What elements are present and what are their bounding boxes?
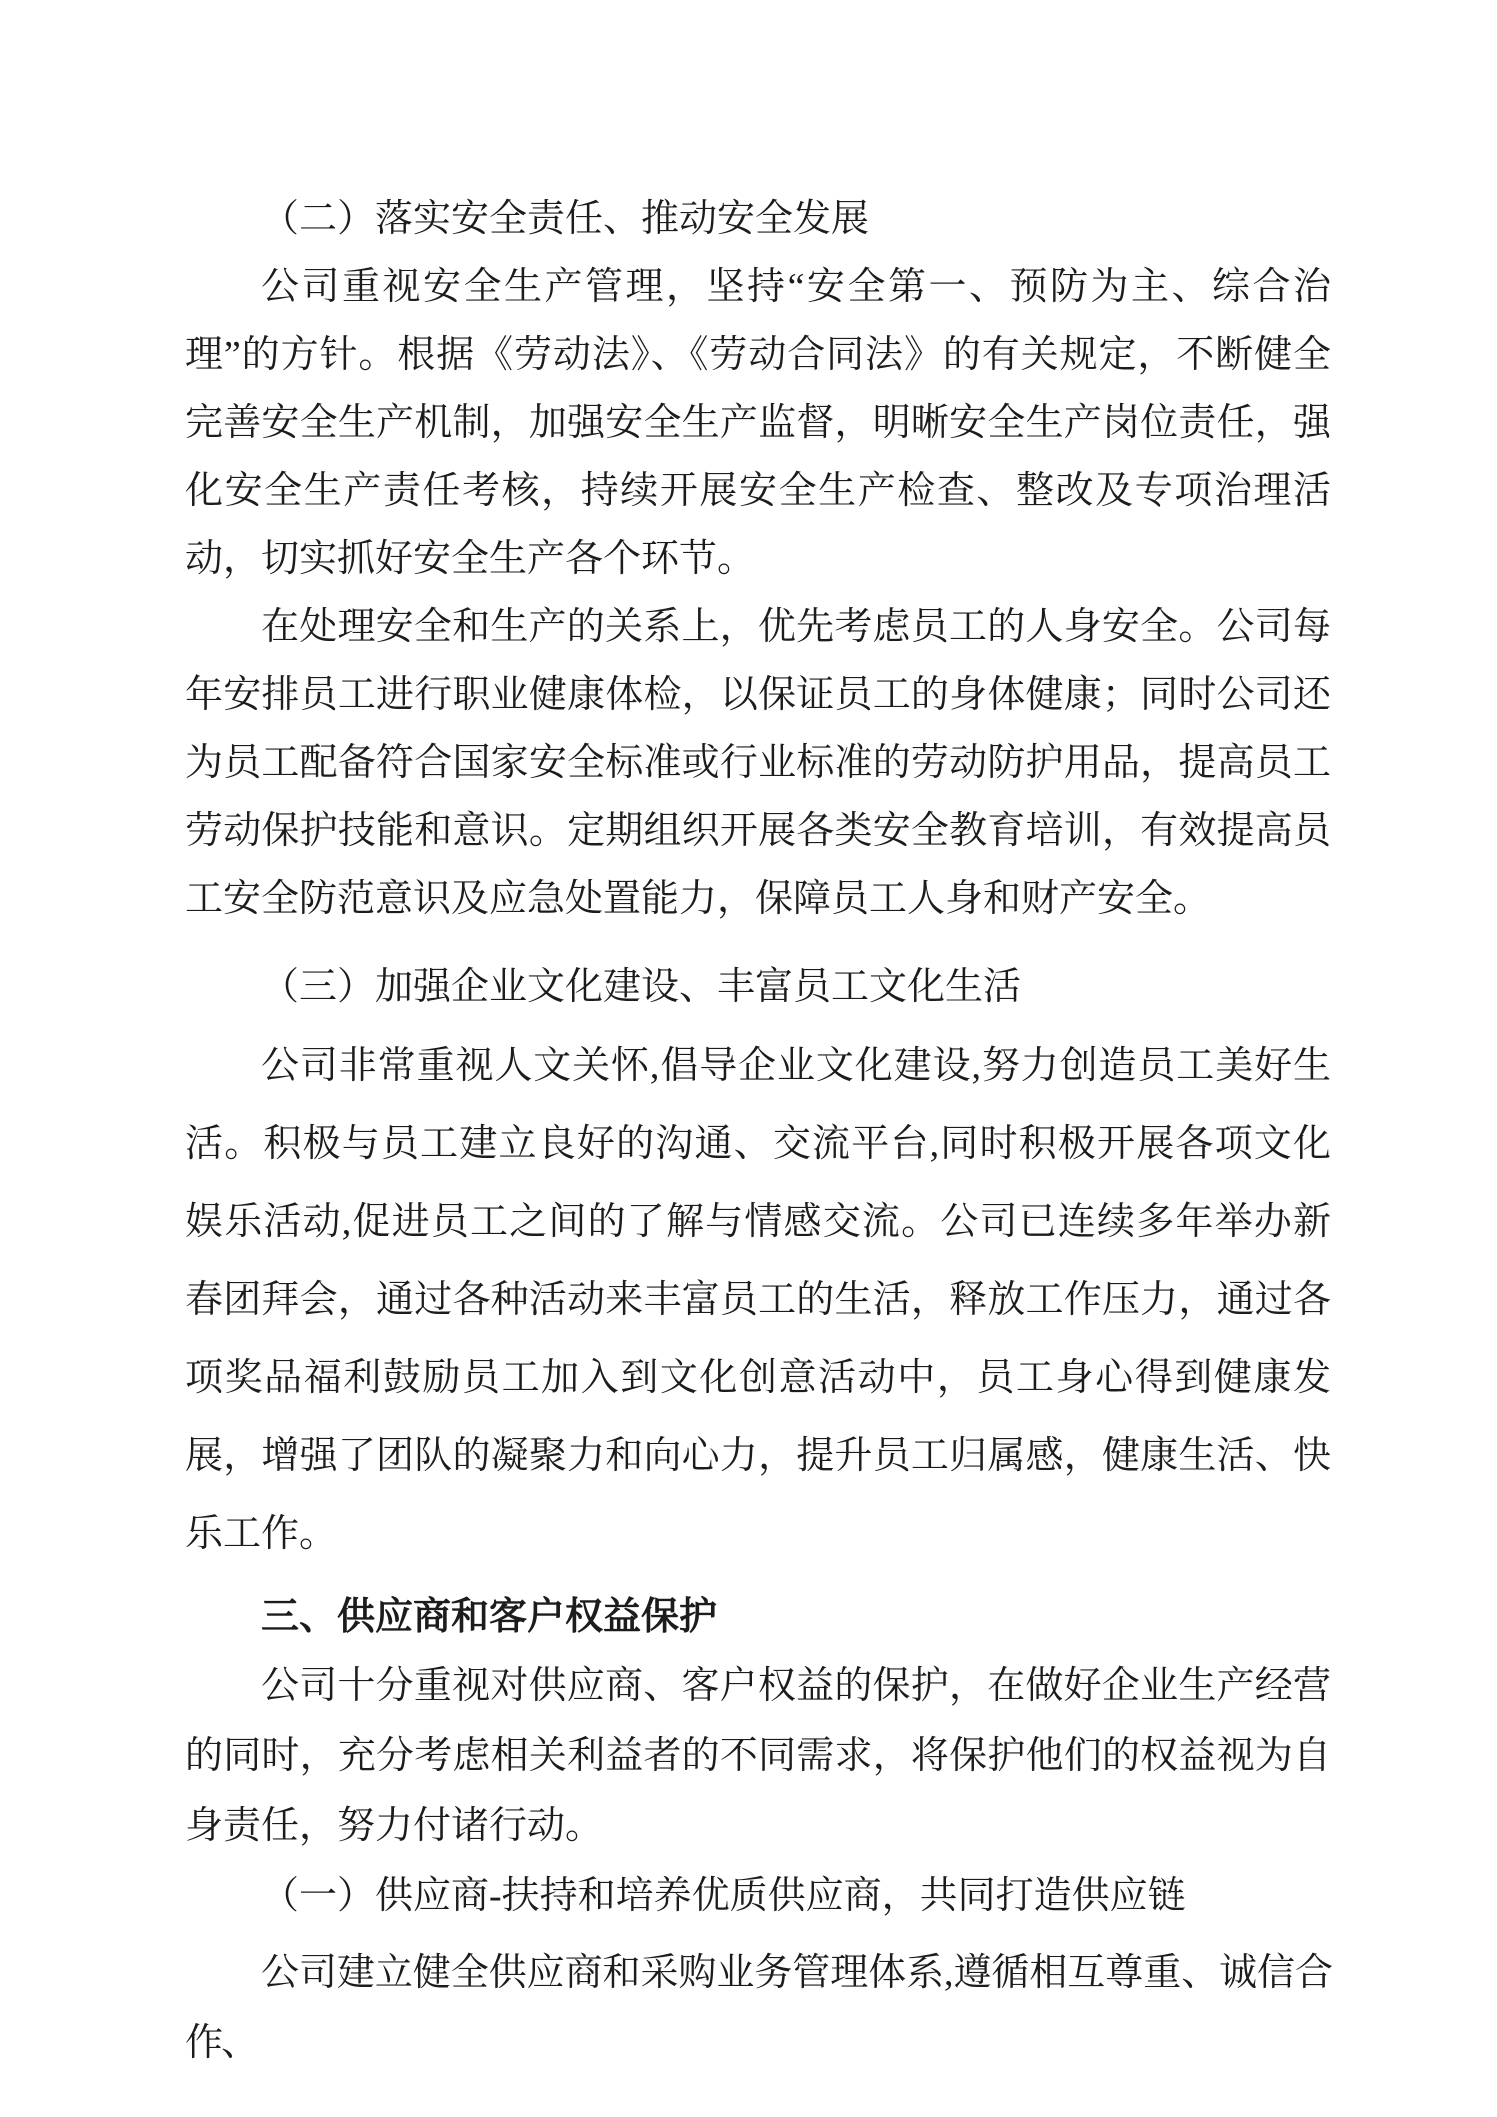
paragraph-corporate-culture-activities: 公司非常重视人文关怀,倡导企业文化建设,努力创造员工美好生活。积极与员工建立良好的沟通、交流平台,同时积极开展各项文化娱乐活动,促进员工之间的了解与情感交流。公司已连续多年举办新春团拜会，通过各种活动来丰富员工的生活，释放工作压力，通过各项奖品福利鼓励员工加入到文化创意活动中，员工身心得到健康发展，增强了团队的凝聚力和向心力，提升员工归属感，健康生活、快乐工作。	[185, 1045, 1331, 1555]
sub-heading-corporate-culture: （三）加强企业文化建设、丰富员工文化生活	[261, 966, 1022, 1008]
sub-heading-safety-responsibility: （二）落实安全责任、推动安全发展	[261, 198, 870, 240]
paragraph-employee-health-safety: 在处理安全和生产的关系上，优先考虑员工的人身安全。公司每年安排员工进行职业健康体检，以保证员工的身体健康；同时公司还为员工配备符合国家安全标准或行业标准的劳动防护用品，提高员工劳动保护技能和意识。定期组织开展各类安全教育培训，有效提高员工安全防范意识及应急处置能力，保障员工人身和财产安全。	[185, 606, 1331, 920]
section-heading-supplier-customer-rights: 三、供应商和客户权益保护	[261, 1596, 718, 1638]
sub-heading-supplier-chain: （一）供应商-扶持和培养优质供应商，共同打造供应链	[261, 1875, 1186, 1917]
paragraph-supplier-management-system: 公司建立健全供应商和采购业务管理体系,遵循相互尊重、诚信合作、	[185, 1952, 1331, 2064]
document-body	[185, 185, 1331, 2078]
paragraph-safety-production-management: 公司重视安全生产管理，坚持“安全第一、预防为主、综合治理”的方针。根据《劳动法》、《劳动合同法》的有关规定，不断健全完善安全生产机制，加强安全生产监督，明晰安全生产岗位责任，强化安全生产责任考核，持续开展安全生产检查、整改及专项治理活动，切实抓好安全生产各个环节。	[185, 266, 1331, 580]
paragraph-supplier-customer-protection: 公司十分重视对供应商、客户权益的保护，在做好企业生产经营的同时，充分考虑相关利益者的不同需求，将保护他们的权益视为自身责任，努力付诸行动。	[185, 1665, 1331, 1847]
